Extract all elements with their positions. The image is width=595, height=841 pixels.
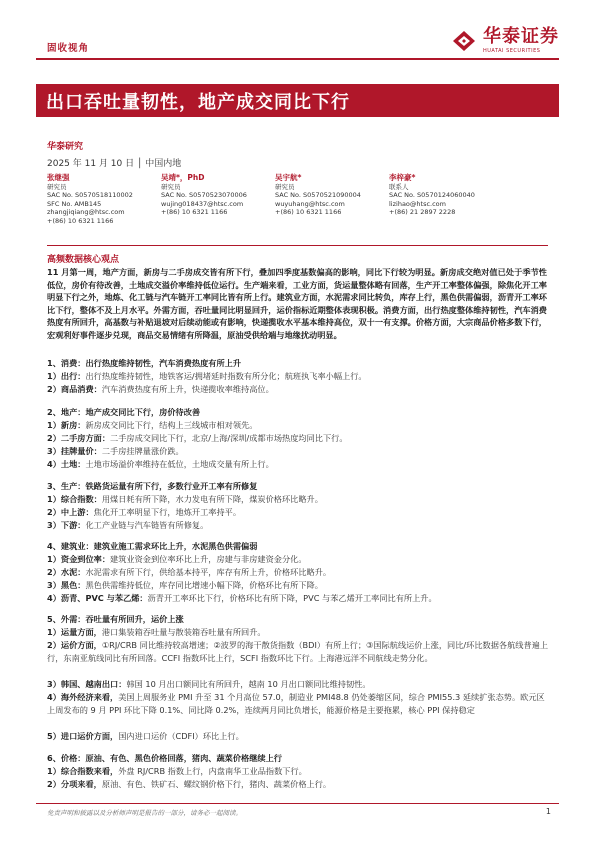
analyst-email[interactable]: wuyuhang@htsc.com	[275, 199, 345, 208]
list-item: 1）综合指数来看，外盘 RJ/CRB 指数上行，内盘南华工业品指数下行。	[47, 766, 307, 776]
list-item: 1）出行：出行热度维持韧性，地铁客运/拥堵延时指数有所分化；航班执飞率小幅上行。	[47, 371, 367, 381]
title-banner	[36, 84, 559, 117]
section-title: 高频数据核心观点	[47, 255, 120, 265]
analyst-name: 李梓豪*	[389, 173, 416, 182]
section-divider	[47, 245, 548, 246]
section-heading: 6、价格：原油、有色、黑色价格回落，猪肉、蔬菜价格继续上行	[47, 753, 282, 763]
list-item: 2）中上游：焦化开工率明显下行，地炼开工率持平。	[47, 507, 242, 517]
analyst-sac: SAC No. S0570523070006	[161, 191, 247, 200]
analyst-sac: SAC No. S0570521090004	[275, 191, 361, 200]
header-divider	[36, 58, 559, 60]
analyst-card	[161, 174, 275, 226]
logo-icon	[451, 29, 477, 53]
list-item: 2）水泥：水泥需求有所下行，供给基本持平，库存有所上升，价格环比略升。	[47, 567, 332, 577]
disclaimer-text: 免责声明和披露以及分析师声明是报告的一部分，请务必一起阅读。	[47, 809, 242, 817]
list-item: 2）商品消费：汽车消费热度有所上升，快递揽收率维持高位。	[47, 384, 274, 394]
list-item: 3）挂牌量价：二手房挂牌量涨价跌。	[47, 446, 184, 456]
analyst-sfc: SFC No. AMB145	[47, 199, 102, 208]
list-item: 1）综合指数：用煤日耗有所下降，水力发电有所下降，煤炭价格环比略升。	[47, 494, 323, 504]
report-title: 出口吞吐量韧性，地产成交同比下行	[46, 92, 350, 113]
company-logo	[451, 28, 559, 54]
analyst-email[interactable]: wujing018437@htsc.com	[161, 199, 244, 208]
list-item: 4）沥青、PVC 与苯乙烯：沥青开工率环比下行，价格环比有所下降，PVC 与苯乙烯开工率同比有所上升。	[47, 593, 437, 603]
analyst-role: 研究员	[47, 182, 67, 191]
analyst-sac: SAC No. S0570518110002	[47, 191, 133, 200]
list-item: 2）运价方面，①RJ/CRB 同比维持较高增速；②波罗的海干散货指数（BDI）有所上行；③国际航线运价上涨，同比/环比数据各航线普遍上行，东南亚航线同比有所回落。CCFI 指数环比上行，SCFI 指数环比下行。上海港远洋不同航线走势分化。	[47, 640, 549, 663]
analyst-name: 张继强	[47, 173, 70, 182]
analyst-card	[389, 174, 503, 226]
analyst-phone: +(86) 10 6321 1166	[47, 216, 114, 225]
section-heading: 4、建筑业：建筑业施工需求环比上升，水泥黑色供需偏弱	[47, 541, 258, 551]
list-item: 2）二手房方面：二手房成交同比下行，北京/上海/深圳/成都市场热度均同比下行。	[47, 433, 348, 443]
list-item: 4）海外经济来看，美国上周服务业 PMI 升至 31 个月高位 57.0，制造业 PMI48.8 仍处萎缩区间，综合 PMI55.3 延续扩张态势。欧元区上周发布的 9 月 PPI 环比下降 0.1%、同比降 0.2%，连续两月同比负增长，能源价格是主要拖累，核心 PPI 保持稳定	[47, 692, 545, 715]
report-date: 2025 年 11 月 10 日 │ 中国内地	[47, 159, 182, 169]
page-number: 1	[545, 807, 551, 816]
analyst-phone: +(86) 10 6321 1166	[161, 208, 228, 217]
analyst-name: 吴宇航*	[275, 173, 302, 182]
analyst-role: 联系人	[389, 182, 409, 191]
analyst-phone: +(86) 10 6321 1166	[275, 208, 342, 217]
section-heading: 2、地产：地产成交同比下行，房价待改善	[47, 407, 201, 417]
analyst-card	[275, 174, 389, 226]
logo-cn-text: 华泰证券	[483, 26, 559, 47]
section-heading: 5、外需：吞吐量有所回升，运价上涨	[47, 614, 184, 624]
analyst-list	[47, 174, 503, 226]
research-org: 华泰研究	[47, 142, 84, 152]
list-item: 3）黑色：黑色供需维持低位，库存同比增速小幅下降，价格环比有所下降。	[47, 580, 323, 590]
list-item: 2）分项来看，原油、有色、铁矿石、螺纹钢价格下行，猪肉、蔬菜价格上行。	[47, 779, 332, 789]
analyst-role: 研究员	[161, 182, 181, 191]
analyst-email[interactable]: zhangjiqiang@htsc.com	[47, 208, 125, 217]
analyst-card	[47, 174, 161, 226]
list-item: 3）下游：化工产业链与汽车链皆有所修复。	[47, 520, 209, 530]
series-label: 固收视角	[47, 43, 90, 54]
list-item: 1）资金到位率：建筑业资金到位率环比上升，房建与非房建资金分化。	[47, 554, 307, 564]
list-item: 3）韩国、越南出口：韩国 10 月出口额同比有所回升，越南 10 月出口额同比维持韧性。	[47, 679, 371, 689]
analyst-name: 吴靖*，PhD	[161, 173, 205, 182]
footer-divider	[36, 803, 559, 804]
list-item: 5）进口运价方面，国内进口运价（CDFI）环比上行。	[47, 731, 244, 741]
analyst-phone: +(86) 21 2897 2228	[389, 208, 456, 217]
list-item: 1）新房：新房成交同比下行，结构上三线城市相对领先。	[47, 420, 258, 430]
analyst-sac: SAC No. S0570124060040	[389, 191, 475, 200]
logo-en-text: HUATAI SECURITIES	[483, 48, 541, 54]
section-heading: 3、生产：铁路货运量有所下行，多数行业开工率有所修复	[47, 481, 258, 491]
section-heading: 1、消费：出行热度维持韧性，汽车消费热度有所上升	[47, 358, 242, 368]
list-item: 1）运量方面，港口集装箱吞吐量与散装箱吞吐量有所回升。	[47, 627, 266, 637]
list-item: 4）土地：土地市场溢价率维持在低位，土地成交量有所上行。	[47, 459, 274, 469]
analyst-email[interactable]: lizihao@htsc.com	[389, 199, 446, 208]
analyst-role: 研究员	[275, 182, 295, 191]
intro-paragraph: 11 月第一周，地产方面，新房与二手房成交皆有所下行，叠加四季度基数偏高的影响，同比下行较为明显。新房成交绝对值已处于季节性低位，房价有待改善，土地成交溢价率维持低位运行。生产端来看，工业方面，货运量整体略有回落，生产开工率整体偏强，除焦化开工率明显下行之外，地炼、化工链与汽车链开工率同比皆有所上行。建筑业方面，水泥需求同比转负，库存上行，黑色供需偏弱，沥青开工率环比下行，整体不及上月水平。外需方面，吞吐量同比明显回升，运价指标近期整体表现积极。消费方面，出行热度整体维持韧性，汽车消费热度有所回升，高基数与补贴退坡对后续动能或有影响，快递揽收水平基本维持高位，双十一有支撑。价格方面，大宗商品价格多数下行，宏观利好事件逐步兑现，商品交易情绪有所降温，原油受供给端与地缘扰动明显。	[47, 267, 547, 340]
